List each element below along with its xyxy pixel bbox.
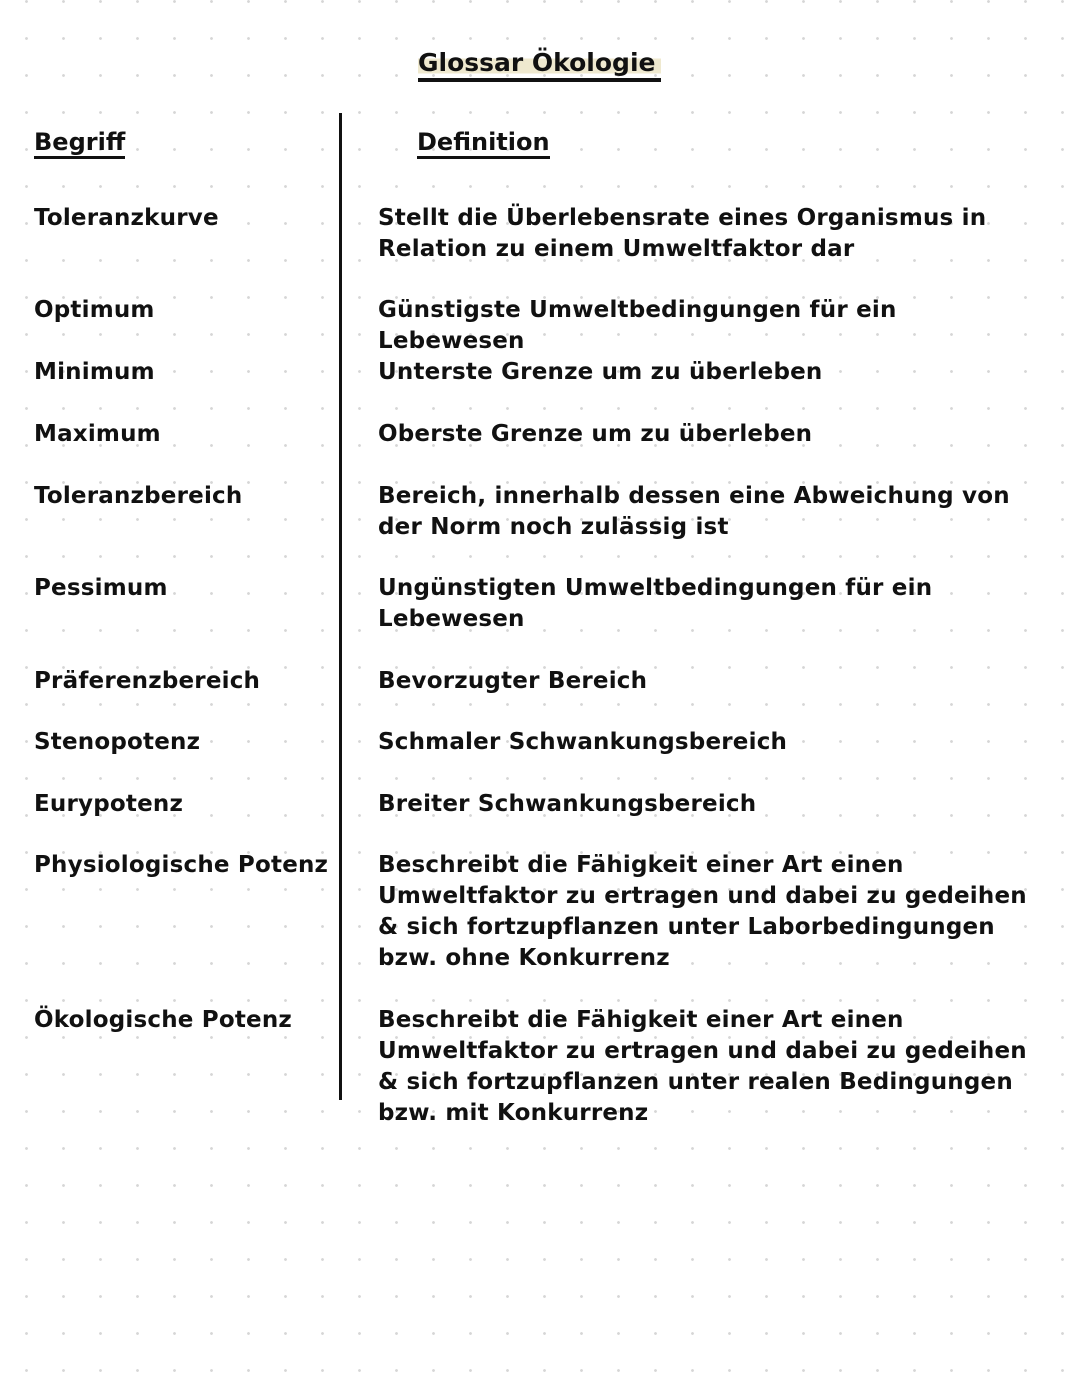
glossary-term: Toleranzbereich <box>34 483 243 509</box>
glossary-term: Optimum <box>34 297 155 323</box>
glossary-definition: Günstigste Umweltbedingungen für ein Lebewesen <box>378 297 897 354</box>
glossary-term: Physiologische Potenz <box>34 852 329 878</box>
glossary-term: Eurypotenz <box>34 791 184 817</box>
glossary-definition: Bevorzugter Bereich <box>378 668 648 694</box>
glossary-term: Pessimum <box>34 575 168 601</box>
glossary-definition: Beschreibt die Fähigkeit einer Art einen Umweltfaktor zu ertragen und dabei zu gedeihen & sich fortzupflanzen unter Laborbedingungen bzw. ohne Konkurrenz <box>378 852 1027 971</box>
page-title: Glossar Ökologie <box>418 48 661 82</box>
glossary-term: Ökologische Potenz <box>34 1007 292 1033</box>
glossary-term: Toleranzkurve <box>34 205 219 231</box>
glossary-definition: Ungünstigten Umweltbedingungen für ein Lebewesen <box>378 575 933 632</box>
glossary-term: Maximum <box>34 421 161 447</box>
glossary-definition: Stellt die Überlebensrate eines Organismus in Relation zu einem Umweltfaktor dar <box>378 205 987 262</box>
glossary-definition: Unterste Grenze um zu überleben <box>378 359 823 385</box>
glossary-definition: Bereich, innerhalb dessen eine Abweichung von der Norm noch zulässig ist <box>378 483 1010 540</box>
glossary-definition: Schmaler Schwankungsbereich <box>378 729 788 755</box>
glossary-term: Präferenzbereich <box>34 668 261 694</box>
glossary-term: Stenopotenz <box>34 729 201 755</box>
column-divider <box>339 113 342 1100</box>
glossary-definition: Breiter Schwankungsbereich <box>378 791 757 817</box>
glossary-definition: Beschreibt die Fähigkeit einer Art einen Umweltfaktor zu ertragen und dabei zu gedeihen & sich fortzupflanzen unter realen Bedingungen bzw. mit Konkurrenz <box>378 1007 1027 1126</box>
term-column-header: Begriff <box>34 128 125 159</box>
glossary-term: Minimum <box>34 359 155 385</box>
glossary-definition: Oberste Grenze um zu überleben <box>378 421 813 447</box>
definition-column-header: Definition <box>417 128 550 159</box>
